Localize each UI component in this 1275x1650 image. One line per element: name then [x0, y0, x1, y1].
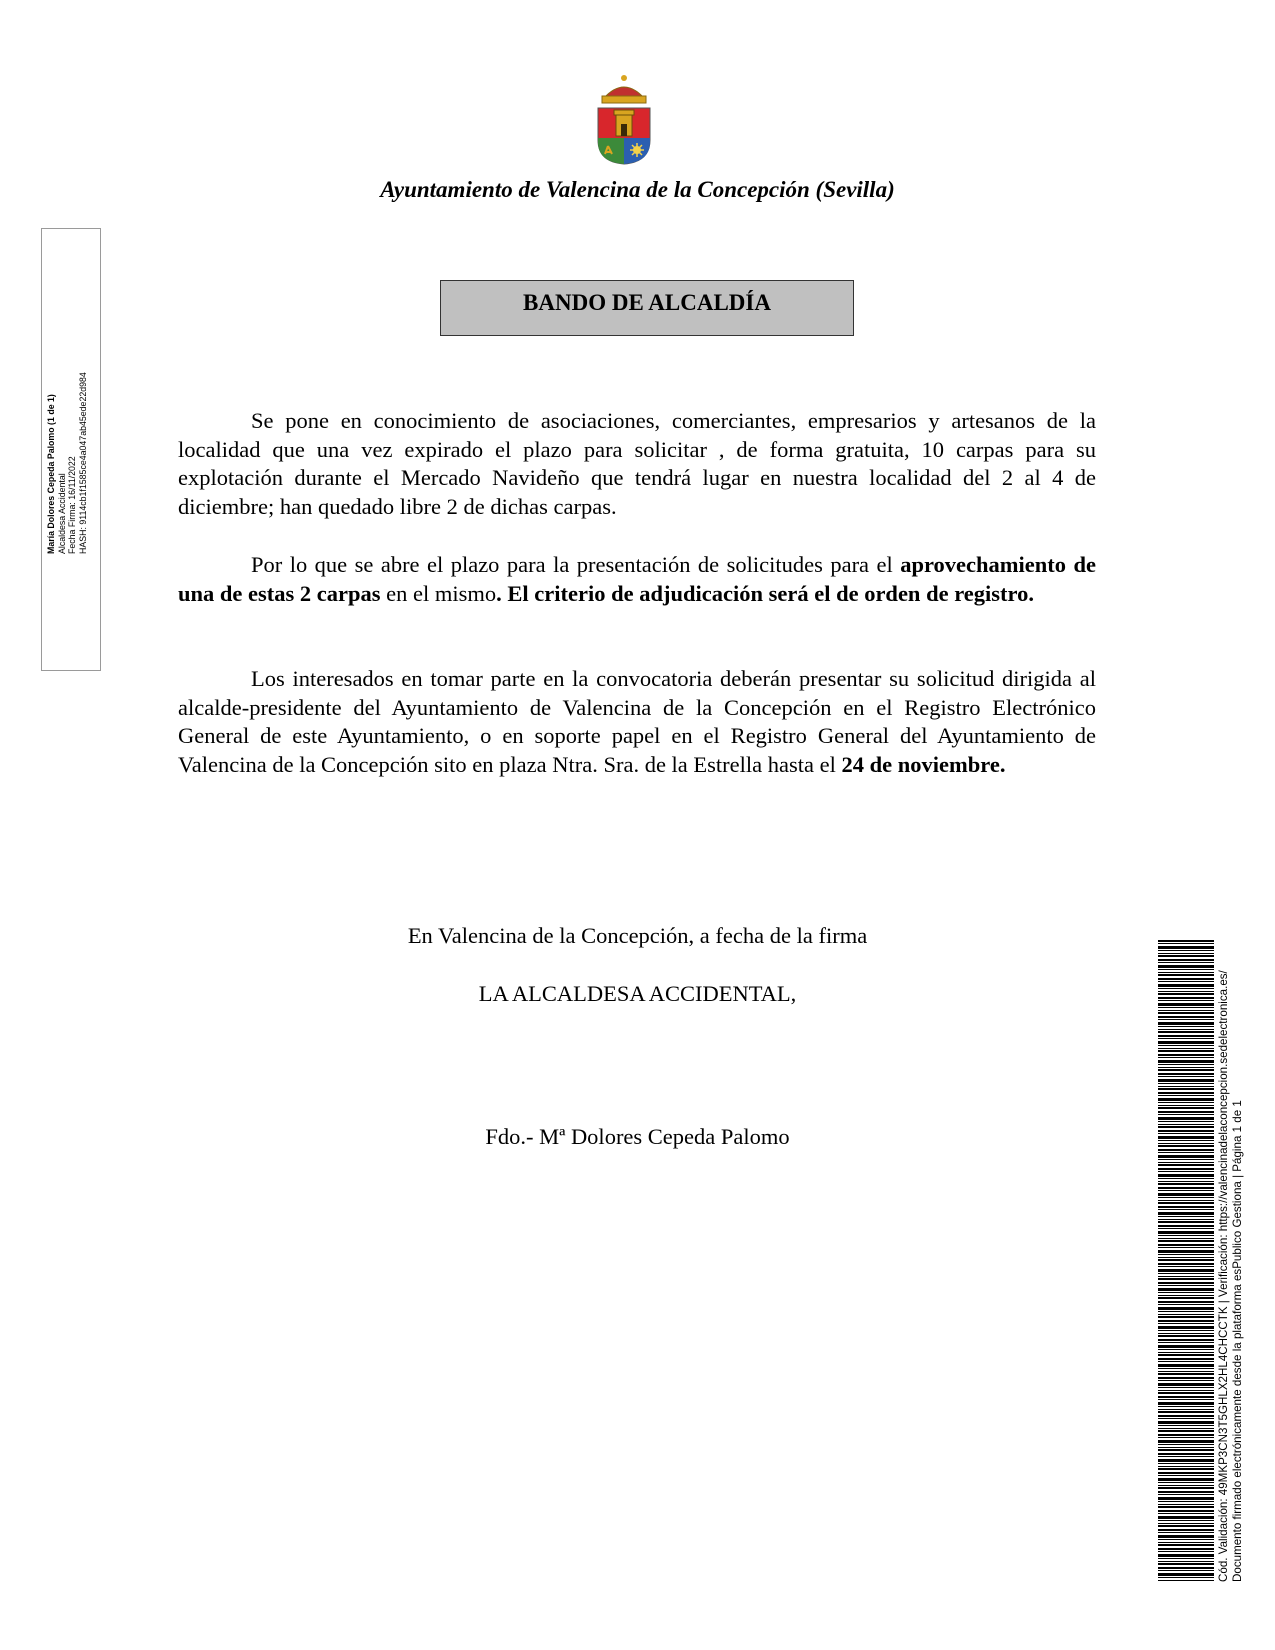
- signer-name: Fdo.- Mª Dolores Cepeda Palomo: [485, 1124, 790, 1149]
- paragraph-2-text-a: Por lo que se abre el plazo para la presentación de solicitudes para el: [251, 552, 901, 577]
- stamp-signer: María Dolores Cepeda Palomo (1 de 1): [46, 394, 56, 554]
- paragraph-2-bold-b: . El criterio de adjudicación será el de orden de registro.: [496, 580, 1034, 606]
- stamp-role: Alcaldesa Accidental: [56, 473, 67, 554]
- verification-text: [1217, 922, 1244, 1582]
- document-title: BANDO DE ALCALDÍA: [440, 280, 854, 336]
- verification-line-1: Cód. Validación: 49MKP3CN3T5GHLX2HL4CHCCTK | Verificación: https://valencinadelaconcepcion.sedelectronica.es/: [1217, 970, 1230, 1582]
- coat-of-arms-logo: [592, 74, 656, 166]
- paragraph-application-instructions: [178, 665, 1096, 779]
- paragraph-3-text: Los interesados en tomar parte en la convocatoria deberán presentar su solicitud dirigida al alcalde-presidente del Ayuntamiento de Valencina de la Concepción en el Registro Electrónico General de este Ayuntamiento, o en soporte papel en el Registro General del Ayuntamiento de Valencina de la Concepción sito en plaza Ntra. Sra. de la Estrella hasta el: [178, 666, 1096, 777]
- signature-stamp-text: [46, 334, 88, 554]
- paragraph-2-text-b: en el mismo: [380, 580, 497, 606]
- paragraph-1-text: Se pone en conocimiento de asociaciones, comerciantes, empresarios y artesanos de la localidad que una vez expirado el plazo para solicitar , de forma gratuita, 10 carpas para su explotación durante el Mercado Navideño que tendrá lugar en nuestra localidad del 2 al 4 de diciembre; han quedado libre 2 de dichas carpas.: [178, 408, 1096, 519]
- paragraph-deadline-opening: [178, 551, 1096, 608]
- validation-barcode: [1158, 940, 1214, 1582]
- municipality-name: Ayuntamiento de Valencina de la Concepción (Sevilla): [380, 177, 895, 202]
- paragraph-2-bold-a: aprovechamiento de una de estas 2 carpas: [178, 552, 1096, 606]
- stamp-date: Fecha Firma: 16/11/2022: [67, 456, 77, 554]
- paragraph-3-bold: 24 de noviembre.: [841, 751, 1006, 777]
- place-date: En Valencina de la Concepción, a fecha de la firma: [407, 923, 868, 948]
- signer-role: LA ALCALDESA ACCIDENTAL,: [478, 981, 797, 1006]
- verification-line-2: Documento firmado electrónicamente desde la plataforma esPublico Gestiona | Página 1 de 1: [1230, 1100, 1244, 1582]
- stamp-hash: HASH: 9114cb1f1585ce4a047ab45ede22d984: [77, 372, 88, 554]
- paragraph-announcement: [178, 407, 1096, 521]
